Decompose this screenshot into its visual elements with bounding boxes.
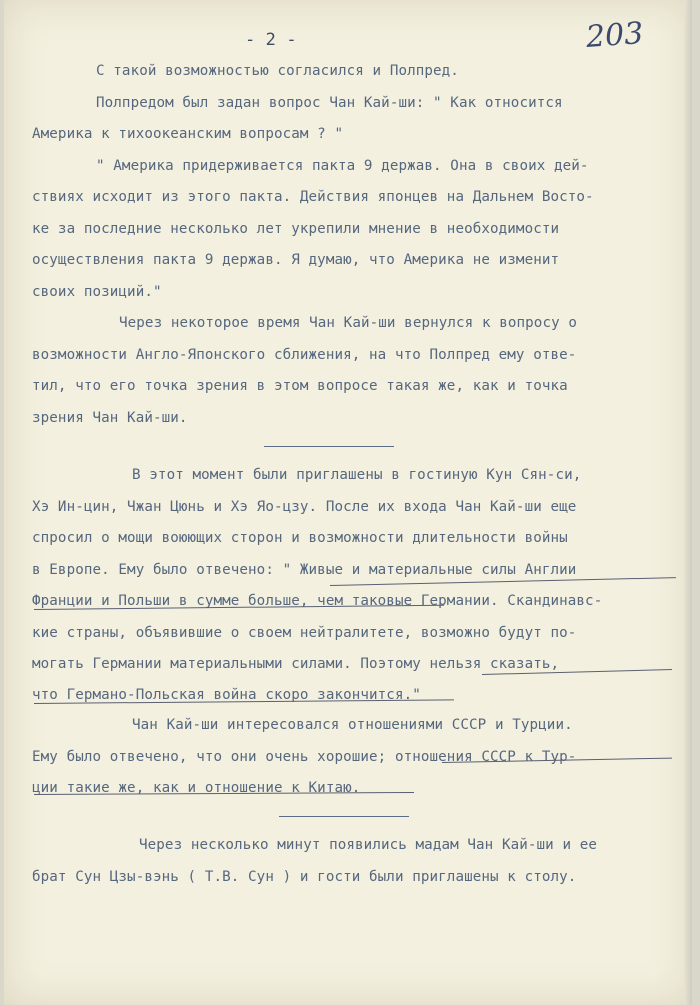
text-line: С такой возможностью согласился и Полпред. [96, 63, 459, 79]
text-line: " Америка придерживается пакта 9 держав. Она в своих дей- [96, 158, 589, 174]
text-line: осуществления пакта 9 держав. Я думаю, что Америка не изменит [32, 252, 560, 268]
text-line: Франции и Польши в сумме больше, чем таковые Германии. Скандинавс- [32, 593, 603, 609]
section-divider [264, 446, 394, 447]
text-line: спросил о мощи воюющих сторон и возможности длительности войны [32, 530, 568, 546]
text-line: тил, что его точка зрения в этом вопросе такая же, как и точка [32, 378, 568, 394]
archive-folio-number: 203 [584, 16, 645, 55]
text-line: Через некоторое время Чан Кай-ши вернулся к вопросу о [119, 315, 578, 331]
text-line: ствиях исходит из этого пакта. Действия японцев на Дальнем Восто- [32, 189, 594, 205]
text-line: В этот момент были приглашены в гостиную Кун Сян-си, [132, 467, 582, 483]
text-line: Чан Кай-ши интересовался отношениями СССР и Турции. [132, 717, 573, 733]
section-divider [279, 816, 409, 817]
text-line: ке за последние несколько лет укрепили мнение в необходимости [32, 221, 560, 237]
text-line: Хэ Ин-цин, Чжан Цюнь и Хэ Яо-цзу. После их входа Чан Кай-ши еще [32, 499, 577, 515]
text-line: возможности Англо-Японского сближения, на что Полпред ему отве- [32, 347, 577, 363]
document-page [4, 0, 692, 1005]
text-line: своих позиций." [32, 284, 162, 300]
page-edge [684, 0, 692, 1005]
text-line: зрения Чан Кай-ши. [32, 410, 188, 426]
text-line: Америка к тихоокеанским вопросам ? " [32, 126, 344, 142]
text-line: Через несколько минут появились мадам Чан Кай-ши и ее [139, 837, 598, 853]
text-line: в Европе. Ему было отвечено: " Живые и материальные силы Англии [32, 562, 577, 578]
text-line: кие страны, объявившие о своем нейтралитете, возможно будут по- [32, 625, 577, 641]
text-line: что Германо-Польская война скоро закончится." [32, 687, 421, 703]
text-line: ции такие же, как и отношение к Китаю. [32, 780, 361, 796]
text-line: могать Германии материальными силами. Поэтому нельзя сказать, [32, 656, 560, 672]
text-line: Ему было отвечено, что они очень хорошие; отношения СССР к Тур- [32, 749, 577, 765]
text-line: брат Сун Цзы-вэнь ( Т.В. Сун ) и гости были приглашены к столу. [32, 869, 577, 885]
text-line: Полпредом был задан вопрос Чан Кай-ши: " Как относится [96, 95, 563, 111]
page-number: - 2 - [245, 30, 297, 50]
